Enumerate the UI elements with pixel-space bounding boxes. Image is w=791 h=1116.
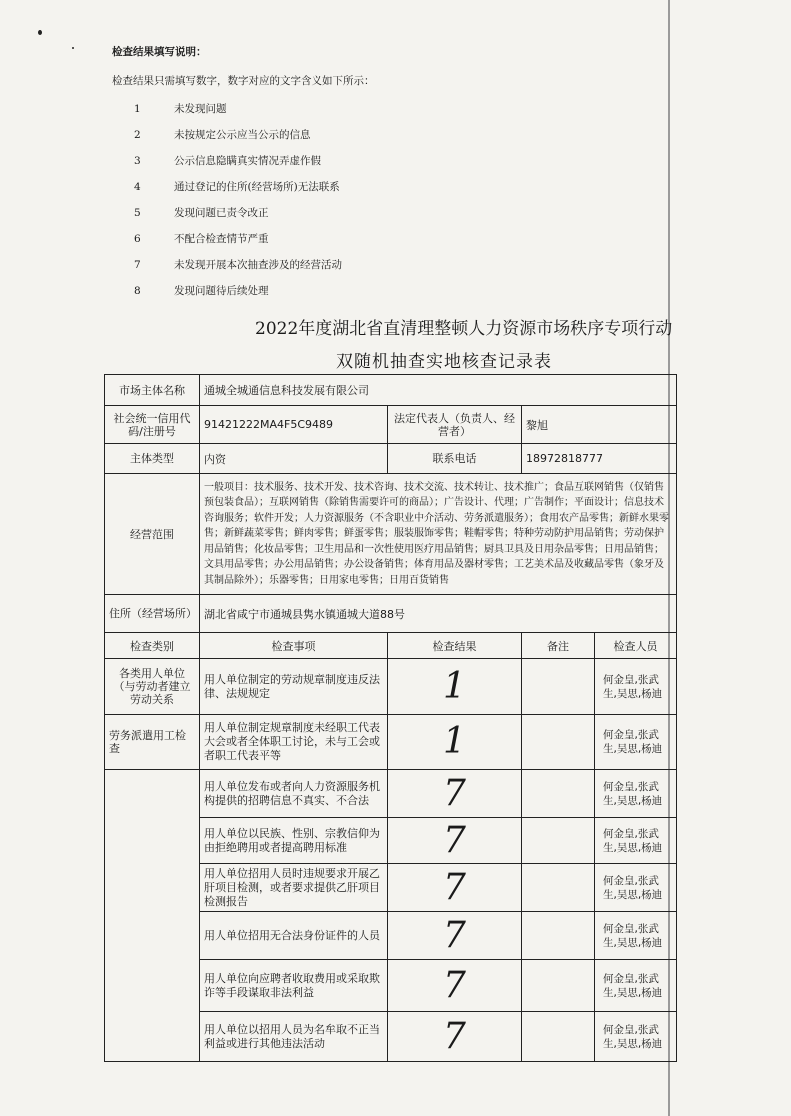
remark-cell [522, 864, 595, 912]
check-result: 7 [388, 1012, 522, 1062]
inspector-names: 何金皇,张武生,吴思,杨迪 [595, 818, 677, 864]
legend-item [112, 200, 375, 226]
legend-code: 3 [134, 155, 141, 167]
legend-text: 公示信息隐瞒真实情况弄虚作假 [174, 155, 321, 167]
header-inspector: 检查人员 [595, 633, 677, 659]
check-item: 用人单位招用无合法身份证件的人员 [200, 912, 388, 960]
check-item: 用人单位制定的劳动规章制度违反法律、法规规定 [200, 659, 388, 715]
legend-list [112, 96, 375, 304]
legend-text: 发现问题已责令改正 [174, 207, 269, 219]
check-result: 7 [388, 818, 522, 864]
legal-representative-label: 法定代表人（负责人、经营者） [388, 406, 522, 444]
check-item: 用人单位发布或者向人力资源服务机构提供的招聘信息不真实、不合法 [200, 770, 388, 818]
scan-speck [38, 30, 42, 35]
check-item: 用人单位以招用人员为名牟取不正当利益或进行其他违法活动 [200, 1012, 388, 1062]
phone-label: 联系电话 [388, 444, 522, 474]
subject-type-label: 主体类型 [105, 444, 200, 474]
inspector-names: 何金皇,张武生,吴思,杨迪 [595, 864, 677, 912]
table-row [105, 770, 677, 818]
check-result: 7 [388, 864, 522, 912]
legend-text: 未发现问题 [174, 103, 227, 115]
legend-item [112, 226, 375, 252]
remark-cell [522, 1012, 595, 1062]
legend-code: 5 [134, 207, 141, 219]
remark-cell [522, 715, 595, 770]
business-scope-value: 一般项目：技术服务、技术开发、技术咨询、技术交流、技术转让、技术推广；食品互联网销售（仅销售预包装食品）；互联网销售（除销售需要许可的商品）；广告设计、代理；广告制作；平面设计；信息技术咨询服务；软件开发；人力资源服务（不含职业中介活动、劳务派遣服务）；食用农产品零售；新鲜水果零售；新鲜蔬菜零售；鲜肉零售；鲜蛋零售；服装服饰零售；鞋帽零售；特种劳动防护用品销售；劳动保护用品销售；化妆品零售；卫生用品和一次性使用医疗用品销售；厨具卫具及日用杂品零售；日用品销售；文具用品零售；办公用品销售；办公设备销售；体育用品及器材零售；工艺美术品及收藏品零售（象牙及其制品除外）；乐器零售；日用家电零售；日用百货销售 [200, 474, 677, 595]
inspector-names: 何金皇,张武生,吴思,杨迪 [595, 659, 677, 715]
check-result: 7 [388, 770, 522, 818]
inspector-names: 何金皇,张武生,吴思,杨迪 [595, 1012, 677, 1062]
check-item: 用人单位招用人员时违规要求开展乙肝项目检测，或者要求提供乙肝项目检测报告 [200, 864, 388, 912]
legend-text: 不配合检查情节严重 [174, 233, 269, 245]
category-cell-empty [105, 770, 200, 1062]
inspection-record-table [104, 374, 677, 1062]
check-item: 用人单位制定规章制度未经职工代表大会或者全体职工讨论，未与工会或者职工代表平等 [200, 715, 388, 770]
check-result: 7 [388, 960, 522, 1012]
legend-item [112, 174, 375, 200]
check-result: 1 [388, 715, 522, 770]
table-row [105, 595, 677, 633]
remark-cell [522, 818, 595, 864]
header-item: 检查事项 [200, 633, 388, 659]
legal-representative-value: 黎旭 [522, 406, 677, 444]
legend-code: 8 [134, 285, 141, 297]
legend-item [112, 122, 375, 148]
header-category: 检查类别 [105, 633, 200, 659]
business-scope-label: 经营范围 [105, 474, 200, 595]
legend-text: 通过登记的住所(经营场所)无法联系 [174, 181, 340, 193]
inspector-names: 何金皇,张武生,吴思,杨迪 [595, 912, 677, 960]
table-row [105, 406, 677, 444]
inspector-names: 何金皇,张武生,吴思,杨迪 [595, 715, 677, 770]
legend-code: 4 [134, 181, 141, 193]
check-item: 用人单位以民族、性别、宗教信仰为由拒绝聘用或者提高聘用标准 [200, 818, 388, 864]
inspector-names: 何金皇,张武生,吴思,杨迪 [595, 960, 677, 1012]
credit-code-value: 91421222MA4F5C9489 [200, 406, 388, 444]
legend-code: 2 [134, 129, 141, 141]
table-header-row [105, 633, 677, 659]
credit-code-label: 社会统一信用代码/注册号 [105, 406, 200, 444]
subject-name-value: 通城全城通信息科技发展有限公司 [200, 375, 677, 406]
category-cell: 各类用人单位（与劳动者建立劳动关系 [105, 659, 200, 715]
legend-item [112, 252, 375, 278]
remark-cell [522, 960, 595, 1012]
scan-speck [72, 47, 74, 49]
legend-item [112, 278, 375, 304]
legend-text: 未按规定公示应当公示的信息 [174, 129, 311, 141]
legend-text: 未发现开展本次抽查涉及的经营活动 [174, 259, 342, 271]
remark-cell [522, 770, 595, 818]
category-cell: 劳务派遣用工检查 [105, 715, 200, 770]
table-row [105, 715, 677, 770]
legend-code: 7 [134, 259, 141, 271]
legend-code: 1 [134, 103, 141, 115]
legend-item [112, 148, 375, 174]
document-subtitle: 双随机抽查实地核查记录表 [336, 352, 552, 372]
legend-title: 检查结果填写说明： [112, 46, 207, 58]
remark-cell [522, 912, 595, 960]
inspector-names: 何金皇,张武生,吴思,杨迪 [595, 770, 677, 818]
result-legend [112, 44, 375, 304]
table-row [105, 659, 677, 715]
legend-intro: 检查结果只需填写数字，数字对应的文字含义如下所示： [112, 75, 375, 87]
legend-item [112, 96, 375, 122]
address-value: 湖北省咸宁市通城县隽水镇通城大道88号 [200, 595, 677, 633]
check-item: 用人单位向应聘者收取费用或采取欺诈等手段谋取非法利益 [200, 960, 388, 1012]
header-remark: 备注 [522, 633, 595, 659]
table-row [105, 474, 677, 595]
table-row [105, 375, 677, 406]
address-label: 住所（经营场所） [105, 595, 200, 633]
legend-text: 发现问题待后续处理 [174, 285, 269, 297]
table-row [105, 444, 677, 474]
subject-type-value: 内资 [200, 444, 388, 474]
check-result: 1 [388, 659, 522, 715]
header-result: 检查结果 [388, 633, 522, 659]
legend-code: 6 [134, 233, 141, 245]
check-result: 7 [388, 912, 522, 960]
phone-value: 18972818777 [522, 444, 677, 474]
remark-cell [522, 659, 595, 715]
subject-name-label: 市场主体名称 [105, 375, 200, 406]
document-title: 2022年度湖北省直清理整顿人力资源市场秩序专项行动 [255, 319, 673, 339]
